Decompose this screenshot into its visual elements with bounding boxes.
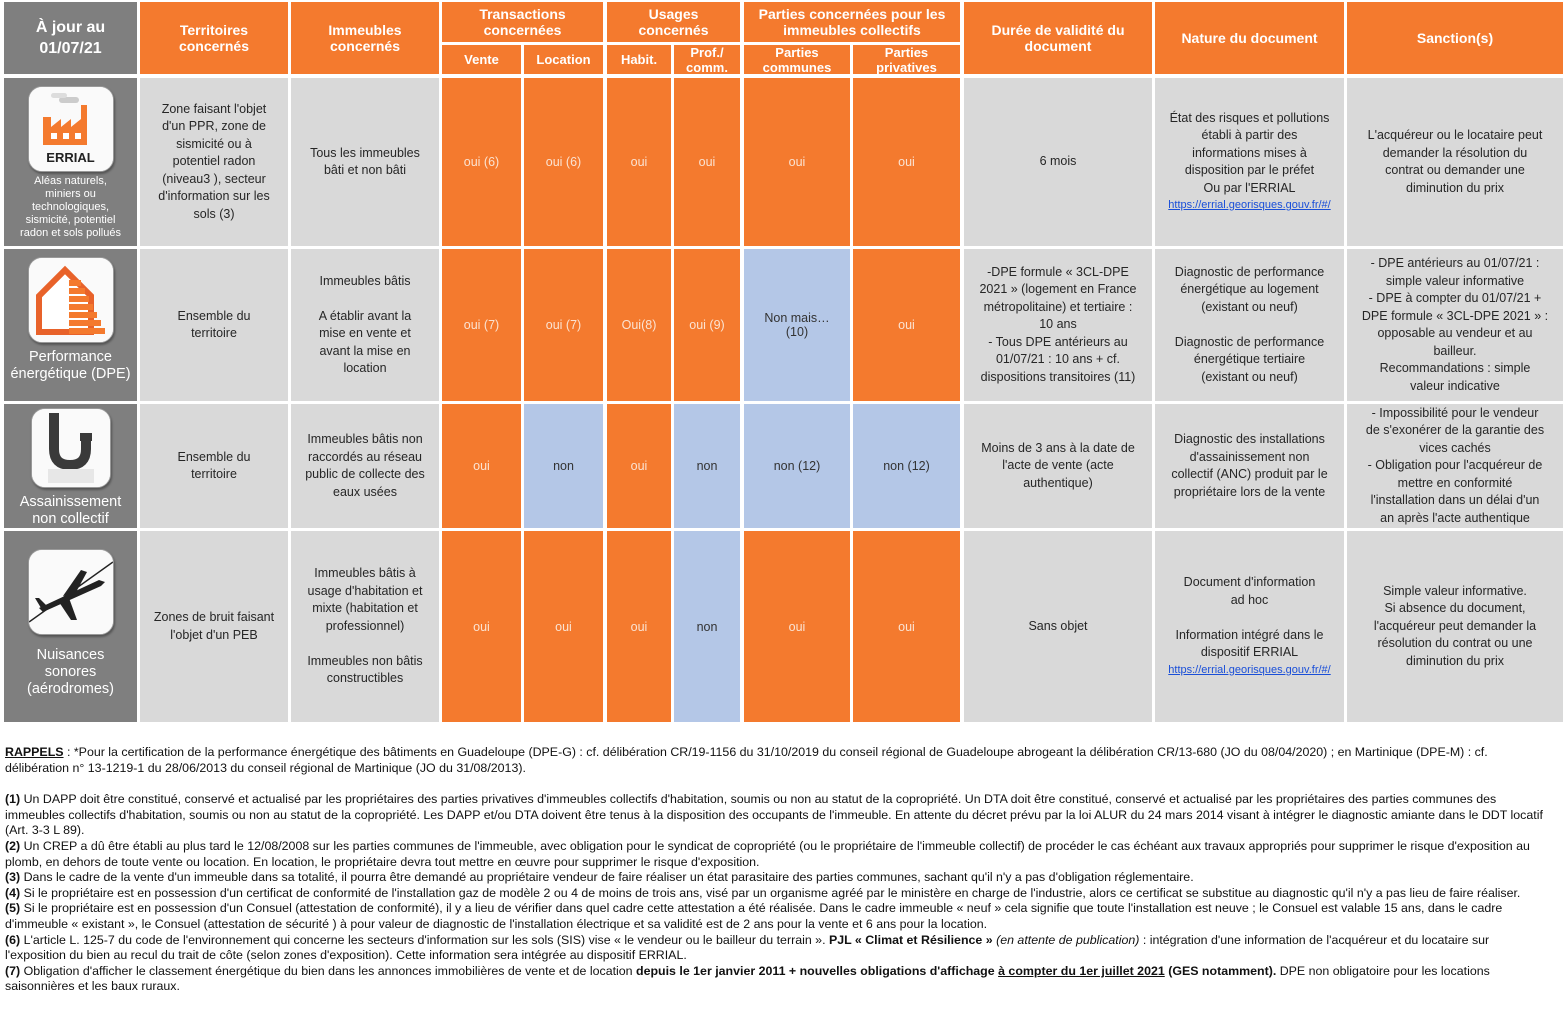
note-2-label: (2) <box>5 838 21 853</box>
errial-logo-text: ERRIAL <box>46 150 95 165</box>
row-errial-communes: oui <box>744 78 850 246</box>
header-parties-privatives: Parties privatives <box>853 45 960 74</box>
row-bruit-icon-cell <box>4 531 137 722</box>
header-transactions: Transactions concernées <box>442 2 603 42</box>
factory-icon <box>28 86 114 172</box>
row-anc-habit: oui <box>607 404 671 528</box>
row-anc-caption: Assainissement non collectif <box>19 494 122 527</box>
row-dpe-caption: Performance énergétique (DPE) <box>10 349 131 382</box>
row-bruit-prof: non <box>674 531 740 722</box>
rappels-note <box>5 745 1545 776</box>
row-errial-habit: oui <box>607 78 671 246</box>
row-bruit-habit: oui <box>607 531 671 722</box>
rappels-text: : *Pour la certification de la performance énergétique des bâtiments en Guadeloupe (DPE-G) : cf. délibération CR/19-1156 du 31/10/2019 du conseil régional de Guadeloupe abrogeant la délibération CR/13-680 (JO du 08/04/2020) ; en Martinique (DPE-M) : cf. délibération n° 13-1219-1 du 28/06/2013 du conseil régional de Martinique (JO du 31/08/2013). <box>5 745 1488 775</box>
note-2 <box>5 839 1545 870</box>
note-5-text: Si le propriétaire est en possession d'un Consuel (attestation de conformité), il y a lieu de vérifier dans quel cadre cette attestation a été réalisée. Dans le cadre immeuble « neuf » cela signifie que toute l'installation est neuve ; le Consuel est valable 15 ans, dans le cadre d'immeuble « existant », le Consuel (attestation de sécurité ) à pour valeur de diagnostic de l'installation électrique et sa validité est de 2 ans pour la vente et 6 ans pour la location. <box>5 901 1503 931</box>
header-parties-communes: Parties communes <box>744 45 850 74</box>
row-bruit-nature: Document d'information ad hoc Information intégré dans le dispositif ERRIAL <box>1175 575 1324 659</box>
note-1-label: (1) <box>5 792 21 807</box>
row-anc-sanction: - Impossibilité pour le vendeur de s'exonérer de la garantie des vices cachés - Obligation pour l'acquéreur de mettre en conformité l'installation dans un délai d'un an après l'acte authentique <box>1347 404 1563 528</box>
row-dpe-territoires: Ensemble du territoire <box>140 249 288 401</box>
row-dpe-sanction: - DPE antérieurs au 01/07/21 : simple valeur informative - DPE à compter du 01/07/21 + DPE formule « 3CL-DPE 2021 » : opposable au vendeur et au bailleur. Recommandations : simple valeur indicative <box>1347 249 1563 401</box>
note-7-label: (7) <box>5 963 21 978</box>
row-errial-sanction: L'acquéreur ou le locataire peut demander la résolution du contrat ou demander une diminution du prix <box>1347 78 1563 246</box>
row-errial-immeubles: Tous les immeubles bâti et non bâti <box>291 78 439 246</box>
footnotes <box>5 745 1545 995</box>
header-habit: Habit. <box>607 45 671 74</box>
note-5-label: (5) <box>5 901 21 916</box>
date-header <box>4 2 137 74</box>
note-3-text: Dans le cadre de la vente d'un immeuble dans sa totalité, il pourra être demandé au propriétaire vendeur de faire réaliser un état parasitaire des parties communes, sachant qu'il n'y a pas d'obligation réglementaire. <box>20 870 1194 885</box>
row-dpe-nature: Diagnostic de performance énergétique au logement (existant ou neuf) Diagnostic de performance énergétique tertiaire (existant ou neuf) <box>1155 249 1344 401</box>
rappels-label: RAPPELS <box>5 745 64 759</box>
errial-link[interactable]: https://errial.georisques.gouv.fr/#/ <box>1168 199 1331 211</box>
row-anc-territoires: Ensemble du territoire <box>140 404 288 528</box>
row-anc-location: non <box>524 404 603 528</box>
note-7 <box>5 964 1545 995</box>
energy-rating-house-icon <box>28 257 114 343</box>
row-anc-vente: oui <box>442 404 521 528</box>
note-1-text: Un DAPP doit être constitué, conservé et actualisé par les propriétaires des parties privatives d'immeubles collectifs d'habitation, soumis ou non au statut de la copropriété. Un DTA doit être constitué, conservé et actualisé par les propriétaires des parties communes des immeubles collectifs d'habitation, soumis ou non au statut de la copropriété. Les DAPP et/ou DTA doivent être tenus à la disposition des occupants de l'immeuble. En attente du décret prévu par la loi ALUR du 24 mars 2014 visant à intégrer le diagnostic amiante dans le DDT locatif (Art. 3-3 L 89). <box>5 792 1543 838</box>
note-7-end: DPE non obligatoire pour les locations saisonnières et les baux ruraux. <box>5 963 1490 994</box>
note-6-bold: PJL « Climat et Résilience » <box>828 932 993 947</box>
row-anc-immeubles: Immeubles bâtis non raccordés au réseau public de collecte des eaux usées <box>291 404 439 528</box>
header-parties: Parties concernées pour les immeubles collectifs <box>744 2 960 42</box>
row-anc-icon-cell <box>4 404 137 528</box>
row-bruit-communes: oui <box>744 531 850 722</box>
header-usages: Usages concernés <box>607 2 740 42</box>
note-1 <box>5 792 1545 839</box>
note-4-text: Si le propriétaire est en possession d'un certificat de conformité de l'installation gaz de modèle 2 ou 4 de moins de trois ans, visé par un organisme agréé par le ministère en charge de l'industrie, alors ce certificat se substitue au diagnostic qu'il n'y a pas lieu de faire réaliser. <box>20 885 1521 900</box>
row-errial-location: oui (6) <box>524 78 603 246</box>
note-7-bold2: (GES notamment). <box>1164 963 1277 978</box>
row-errial-duree: 6 mois <box>964 78 1152 246</box>
row-bruit-vente: oui <box>442 531 521 722</box>
drain-pipe-icon <box>31 408 111 488</box>
note-4-label: (4) <box>5 885 21 900</box>
note-6 <box>5 933 1545 964</box>
row-errial-privatives: oui <box>853 78 960 246</box>
header-territoires: Territoires concernés <box>140 2 288 74</box>
row-bruit-caption: Nuisances sonores (aérodromes) <box>26 647 115 697</box>
note-3-label: (3) <box>5 870 21 885</box>
row-errial-nature-cell <box>1155 78 1344 246</box>
note-7-underline: à compter du 1er juillet 2021 <box>998 963 1165 978</box>
row-dpe-location: oui (7) <box>524 249 603 401</box>
row-anc-communes: non (12) <box>744 404 850 528</box>
row-dpe-icon-cell <box>4 249 137 401</box>
row-bruit-territoires: Zones de bruit faisant l'objet d'un PEB <box>140 531 288 722</box>
row-dpe-vente: oui (7) <box>442 249 521 401</box>
date-line2: 01/07/21 <box>39 40 102 57</box>
row-dpe-immeubles: Immeubles bâtis A établir avant la mise en vente et avant la mise en location <box>291 249 439 401</box>
row-errial-caption: Aléas naturels, miniers ou technologiques, sismicité, potentiel radon et sols pollués <box>20 175 121 239</box>
row-anc-duree: Moins de 3 ans à la date de l'acte de vente (acte authentique) <box>964 404 1152 528</box>
note-4 <box>5 886 1545 902</box>
airplane-icon <box>28 549 114 635</box>
header-location: Location <box>524 45 603 74</box>
row-bruit-privatives: oui <box>853 531 960 722</box>
note-7-bold1: depuis le 1er janvier 2011 + nouvelles obligations d'affichage <box>636 963 999 978</box>
header-nature: Nature du document <box>1155 2 1344 74</box>
errial-link[interactable]: https://errial.georisques.gouv.fr/#/ <box>1168 663 1331 676</box>
row-errial-vente: oui (6) <box>442 78 521 246</box>
row-dpe-communes: Non mais… (10) <box>744 249 850 401</box>
row-bruit-location: oui <box>524 531 603 722</box>
row-errial-nature: État des risques et pollutions établi à partir des informations mises à disposition par le préfet Ou par l'ERRIAL <box>1169 110 1330 195</box>
header-sanction: Sanction(s) <box>1347 2 1563 74</box>
row-dpe-habit: Oui(8) <box>607 249 671 401</box>
row-errial-icon-cell <box>4 78 137 246</box>
date-line1: À jour au <box>35 19 106 36</box>
note-3 <box>5 870 1545 886</box>
header-immeubles: Immeubles concernés <box>291 2 439 74</box>
note-2-text: Un CREP a dû être établi au plus tard le 12/08/2008 sur les parties communes de l'immeuble, avec obligation pour le syndicat de copropriété (ou le propriétaire de l'immeuble collectif) de procéder le cas échéant aux travaux appropriés pour supprimer le risque d'exposition au plomb, en dehors de toute vente ou location. En location, le propriétaire devra tout mettre en œuvre pour supprimer le risque d'exposition. <box>5 838 1530 869</box>
note-7-text: Obligation d'afficher le classement énergétique du bien dans les annonces immobilières de vente et de location <box>20 963 637 978</box>
row-anc-nature: Diagnostic des installations d'assainissement non collectif (ANC) produit par le propriétaire lors de la vente <box>1155 404 1344 528</box>
header-prof: Prof./ comm. <box>674 45 740 74</box>
note-5 <box>5 901 1545 932</box>
row-anc-privatives: non (12) <box>853 404 960 528</box>
row-bruit-sanction: Simple valeur informative. Si absence du document, l'acquéreur peut demander la résolution du contrat ou une diminution du prix <box>1347 531 1563 722</box>
row-dpe-prof: oui (9) <box>674 249 740 401</box>
row-anc-prof: non <box>674 404 740 528</box>
row-errial-territoires: Zone faisant l'objet d'un PPR, zone de sismicité ou à potentiel radon (niveau3 ), secteur d'information sur les sols (3) <box>140 78 288 246</box>
header-vente: Vente <box>442 45 521 74</box>
row-errial-prof: oui <box>674 78 740 246</box>
note-6-label: (6) <box>5 932 21 947</box>
row-bruit-nature-cell <box>1155 531 1344 722</box>
note-6-text: L'article L. 125-7 du code de l'environnement qui concerne les secteurs d'information sur les sols (SIS) vise « le vendeur ou le bailleur du terrain ». <box>20 932 829 947</box>
row-dpe-privatives: oui <box>853 249 960 401</box>
row-dpe-duree: -DPE formule « 3CL-DPE 2021 » (logement en France métropolitaine) et tertiaire : 10 ans - Tous DPE antérieurs au 01/07/21 : 10 ans + cf. dispositions transitoires (11) <box>964 249 1152 401</box>
row-bruit-duree: Sans objet <box>964 531 1152 722</box>
note-6-italic: (en attente de publication) <box>992 932 1140 947</box>
note-6-end: : intégration d'une information de l'acquéreur et du locataire sur l'exposition du bien au recul du trait de côte (selon zones d'exposition). Cette information sera intégrée au dispositif ERRIAL. <box>5 932 1490 963</box>
header-duree: Durée de validité du document <box>964 2 1152 74</box>
row-bruit-immeubles: Immeubles bâtis à usage d'habitation et mixte (habitation et professionnel) Immeubles non bâtis constructibles <box>291 531 439 722</box>
